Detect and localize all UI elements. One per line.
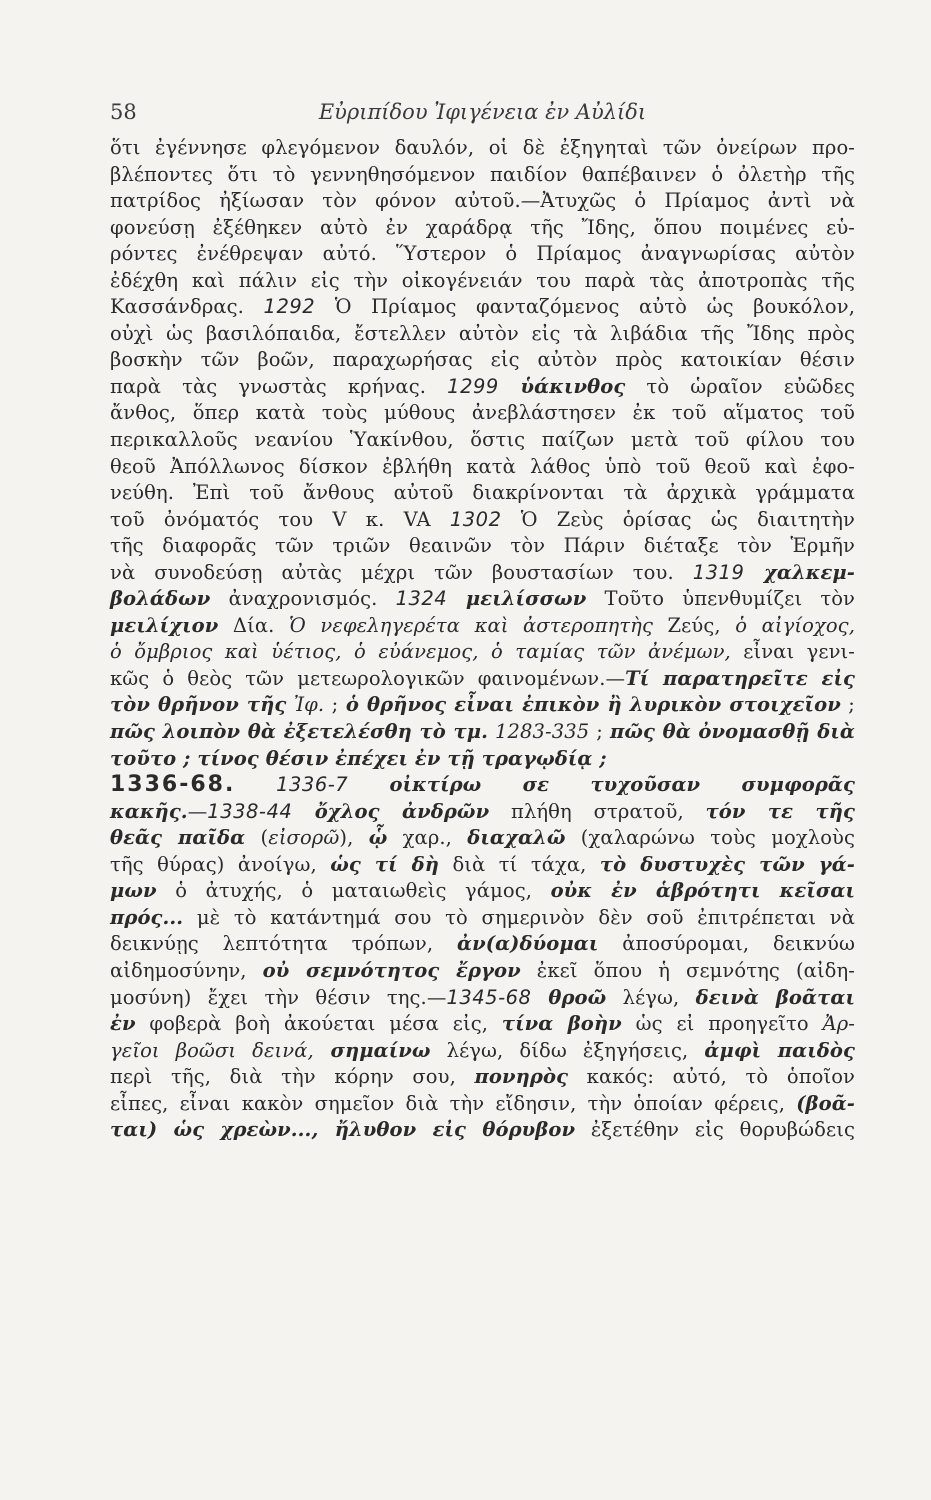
text-segment: διὰ τί τάχα, [439,852,600,876]
text-line [110,985,855,1012]
text-segment: (βοᾶ- [796,1091,855,1115]
text-segment: μειλίσσων [447,587,587,611]
text-line [110,1091,855,1118]
text-segment: τῆς θύρας) ἀνοίγω, [110,852,331,876]
text-line [110,666,855,693]
text-segment: παρὰ τὰς γνωστὰς κρήνας. [110,374,448,398]
text-segment: Τί παρατηρεῖτε εἰς [625,666,855,690]
text-line [110,931,855,958]
verse-number: 1338-44 [207,799,293,823]
text-line [110,586,855,613]
text-segment: βοσκὴν τῶν βοῶν, παραχωρήσας εἰς αὐτὸν πρὸς κατοικίαν θέσιν [110,348,855,372]
text-segment: ἐκεῖ ὅπου ἡ σεμνότης (αἰδη- [520,958,855,982]
text-segment: μὲ τὸ κατάντημά σου τὸ σημερινὸν δὲν σοῦ ἐπιτρέπεται νὰ [183,905,855,929]
text-segment: θεοῦ Ἀπόλλωνος δίσκον ἐβλήθη κατὰ λάθος ὑπὸ τοῦ θεοῦ καὶ ἐφο- [110,454,855,478]
text-segment: Ἀρ- [822,1012,855,1036]
text-line [110,1011,855,1038]
text-segment: γεῖοι βοῶσι δεινά, [110,1038,314,1062]
text-segment: ἀμφὶ παιδὸς [704,1038,855,1062]
verse-number: 1292 [263,295,316,319]
text-segment: σημαίνω [313,1038,431,1062]
text-segment: αἰδημοσύνην, [110,958,263,982]
text-segment: ᾧ [368,826,388,850]
text-segment: πατρίδος ἠξίωσαν τὸν φόνον αὐτοῦ.—Ἀτυχῶς ὁ Πρίαμος ἀντὶ νὰ [110,189,855,213]
text-segment: τόν τε τῆς [705,799,855,823]
text-segment: ὡς εἰ προηγεῖτο [621,1012,823,1036]
text-line [110,639,855,666]
text-segment: εἶναι γενι- [730,640,855,664]
text-line [110,347,855,374]
text-line [110,241,855,268]
text-segment: — [187,799,208,823]
text-segment: περὶ τῆς, διὰ τὴν κόρην σου, [110,1065,475,1089]
text-segment: θροῶ [531,985,607,1009]
text-line [110,852,855,879]
text-segment: Ζεύς, [652,613,736,637]
text-segment: ται) ὡς χρεὼν..., [110,1118,319,1142]
text-segment: ἀν(α)δύομαι [457,932,599,956]
text-line [110,825,855,852]
text-segment: κακός: αὐτό, τὸ ὁποῖον [568,1065,855,1089]
verse-number: 1302 [449,507,502,531]
text-line [110,746,855,773]
text-line [110,799,855,826]
text-segment: μειλίχιον [110,613,219,637]
text-segment: οὐκ ἐν ἁβρότητι κεῖσαι [550,879,855,903]
text-segment: ( [245,826,269,850]
text-line [110,162,855,189]
commentary-text [110,135,855,1144]
text-segment: εἰσορῶ [268,826,340,850]
text-segment: τὸ ὡραῖον εὐῶδες [625,374,855,398]
text-segment: κῶς ὁ θεὸς τῶν μετεωρολογικῶν φαινομένων.— [110,666,626,690]
text-segment: χαρ., [387,826,468,850]
text-segment: πρός... [110,905,184,929]
text-line [110,268,855,295]
text-line [110,400,855,427]
text-segment: 1283-335 [487,720,590,744]
text-line [110,507,855,534]
text-line [110,294,855,321]
page-number: 58 [110,100,137,124]
text-segment: τὸ δυστυχὲς τῶν γά- [599,852,855,876]
text-line [110,135,855,162]
text-line [110,188,855,215]
text-line [110,1117,855,1144]
text-segment: ἀποσύρομαι, δεικνύω [598,932,855,956]
text-segment: περικαλλοῦς νεανίου Ὑακίνθου, ὅστις παίζων μετὰ τοῦ φίλου του [110,428,855,452]
text-segment: λέγω, δίδω ἐξηγήσεις, [430,1038,705,1062]
text-segment: τὸν θρῆνον τῆς [110,693,287,717]
text-segment: ἐδέχθη καὶ πάλιν εἰς τὴν οἰκογένειάν του παρὰ τὰς ἀποτροπὰς τῆς [110,268,855,292]
text-segment: τῆς διαφορᾶς τῶν τριῶν θεαινῶν τὸν Πάριν διέταξε τὸν Ἑρμῆν [110,534,855,558]
text-segment: φονεύσῃ ἐξέθηκεν αὐτὸ ἐν χαράδρᾳ τῆς Ἴδης, ὅπου ποιμένες εὑ- [110,215,855,239]
text-segment: μων [110,879,157,903]
text-line [110,772,855,799]
text-line [110,1064,855,1091]
text-segment: Ἰφ. [286,693,325,717]
text-line [110,374,855,401]
text-line [110,692,855,719]
text-segment: πονηρὸς [474,1065,569,1089]
text-line [110,215,855,242]
text-segment: οἰκτίρω σε τυχοῦσαν συμφορᾶς [348,773,855,797]
text-segment: Τοῦτο ὑπενθυμίζει τὸν [586,587,856,611]
text-segment: θεᾶς παῖδα [110,826,246,850]
verse-number: 1299 [447,374,499,398]
text-segment: ὡς τί δὴ [330,852,440,876]
text-segment [235,773,276,796]
text-segment: ἐν [110,1012,136,1036]
text-segment: οὐχὶ ὡς βασιλόπαιδα, ἔστελλεν αὐτὸν εἰς τὰ λιβάδια τῆς Ἴδης πρὸς [110,321,855,345]
text-line [110,905,855,932]
text-segment: τοῦ ὀνόματός του V κ. VA [110,507,450,531]
page-header [110,100,855,134]
section-heading: 1336-68. [110,772,236,798]
text-line [110,454,855,481]
text-segment: ὑάκινθος [498,374,626,398]
text-segment: ἐξετέθην εἰς θορυβώδεις [575,1118,855,1142]
text-segment: νὰ συνοδεύσῃ αὐτὰς μέχρι τῶν βουστασίων του. [110,560,693,584]
text-segment: Ὁ Ζεὺς ὁρίσας ὡς διαιτητὴν [501,507,855,531]
text-segment: ; [589,720,610,744]
text-line [110,613,855,640]
text-line [110,1038,855,1065]
text-segment: πῶς λοιπὸν θὰ ἐξετελέσθη τὸ τμ. [110,720,488,744]
text-segment: κακῆς. [110,799,188,823]
text-segment: φοβερὰ βοὴ ἀκούεται μέσα εἰς, [135,1012,502,1036]
text-segment: ὅτι ἐγέννησε φλεγόμενον δαυλόν, οἱ δὲ ἐξηγηταὶ τῶν ὀνείρων προ- [110,136,855,159]
text-segment: ὁ θρῆνος εἶναι ἐπικὸν ἢ λυρικὸν στοιχεῖον [345,693,841,717]
text-segment: νεύθη. Ἐπὶ τοῦ ἄνθους αὐτοῦ διακρίνονται τὰ ἀρχικὰ γράμματα [110,481,855,505]
text-segment: ἄνθος, ὅπερ κατὰ τοὺς μύθους ἀνεβλάστησεν ἐκ τοῦ αἵματος τοῦ [110,401,855,425]
text-line [110,427,855,454]
text-line [110,719,855,746]
text-segment: εἶπες, εἶναι κακὸν σημεῖον διὰ τὴν εἴδησιν, τὴν ὁποίαν φέρεις, [110,1091,797,1115]
text-segment: ; [324,693,346,717]
text-segment: ), [339,826,369,850]
verse-number: 1319 [692,560,745,584]
text-segment: Κασσάνδρας. [110,295,264,319]
text-segment: λέγω, [606,985,696,1009]
text-segment: ἀναχρονισμός. [210,587,396,611]
text-segment: τοῦτο ; τίνος θέσιν ἐπέχει ἐν τῇ τραγῳδίᾳ ; [110,746,607,770]
text-segment: ρόντες ἐνέθρεψαν αὐτό. Ὕστερον ὁ Πρίαμος ἀναγνωρίσας αὐτὸν [110,242,855,266]
text-line [110,958,855,985]
text-segment: τίνα βοὴν [501,1012,622,1036]
text-segment: οὐ σεμνότητος ἔργον [262,958,521,982]
text-line [110,560,855,587]
text-segment: Ὁ νεφεληγερέτα καὶ ἀστεροπητὴς [288,613,653,637]
text-segment: πλήθη στρατοῦ, [489,799,706,823]
text-segment: χαλκεμ- [744,560,855,584]
text-segment: πῶς θὰ ὀνομασθῇ διὰ [609,720,855,744]
text-line [110,321,855,348]
text-segment: διαχαλῶ [467,826,566,850]
text-line [110,878,855,905]
text-segment: ὄχλος ἀνδρῶν [292,799,490,823]
verse-number: 1345-68 [446,985,532,1009]
text-segment: (χαλαρώνω τοὺς μοχλοὺς [565,826,856,850]
text-segment: ὁ ἀτυχής, ὁ ματαιωθεὶς γάμος, [156,879,551,903]
verse-number: 1324 [395,587,448,611]
text-segment: δεικνύῃς λεπτότητα τρόπων, [110,932,458,956]
text-segment: μοσύνη) ἔχει τὴν θέσιν της.— [110,985,447,1009]
text-segment: ὁ αἰγίοχος, [735,613,855,637]
text-segment: Ὁ Πρίαμος φανταζόμενος αὐτὸ ὡς βουκόλον, [315,295,855,319]
text-segment: ὁ ὄμβριος καὶ ὑέτιος, ὁ εὐάνεμος, ὁ ταμίας τῶν ἀνέμων, [110,640,731,664]
text-segment: ; [840,693,855,717]
text-segment: Δία. [218,613,289,637]
verse-number: 1336-7 [276,773,349,797]
text-segment: δεινὰ βοᾶται [695,985,855,1009]
text-segment: βλέποντες ὅτι τὸ γεννηθησόμενον παιδίον θαπέβαινεν ὁ ὀλετὴρ τῆς [110,162,855,186]
text-line [110,480,855,507]
text-segment: ἤλυθον εἰς θόρυβον [318,1118,576,1142]
text-segment: βολάδων [110,587,211,611]
running-title: Εὐριπίδου Ἰφιγένεια ἐν Αὐλίδι [318,100,647,124]
text-line [110,533,855,560]
